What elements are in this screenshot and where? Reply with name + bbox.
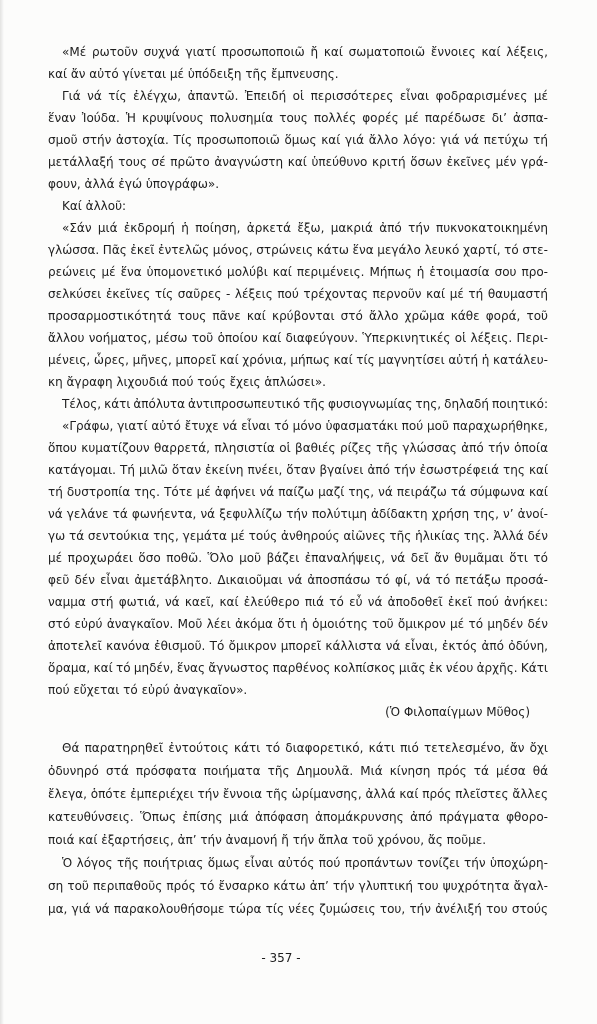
- text-line: ὅπου κυματίζουν θαρρετά, πλησιστία οἱ βαθιές ρίζες τῆς γλώσσας ἀπό τήν ὁποία: [48, 441, 548, 455]
- text-line: φεῦ δέν εἶναι ἀμετάβλητο. Δικαιοῦμαι νά ἀποσπάσω τό φί, νά τό πετάξω προσά-: [48, 573, 548, 587]
- text-line: Καί ἀλλοῦ:: [62, 199, 127, 213]
- text-line: κη ἄγραφη λιχουδιά πού τούς ἔχεις ἁπλώσει».: [48, 375, 326, 389]
- text-line: Γιά νά τίς ἐλέγχω, ἀπαντῶ. Ἐπειδή οἱ περισσότερες εἶναι φοδραρισμένες μέ: [62, 89, 548, 103]
- text-line: καί ἄν αὐτό γίνεται μέ ὑπόδειξη τῆς ἔμπνευσης.: [48, 67, 339, 81]
- body-paragraph: [48, 393, 548, 415]
- text-line: μετάλλαξή τους σέ πρῶτο ἀναγνώστη καί ὑπεύθυνο κριτή ὅσων ἐκεῖνες μέν γρά-: [48, 155, 548, 169]
- quote-paragraph: [48, 41, 548, 85]
- text-line: ὀδυνηρό στά πρόσφατα ποιήματα τῆς Δημουλᾶ. Μιά κίνηση πρός τά μέσα θά: [48, 764, 548, 778]
- text-line: κατάγομαι. Τή μιλῶ ὅταν ἐκείνη πνέει, ὅταν βγαίνει ἀπό τήν ἐσωστρέφειά της καί: [48, 463, 548, 477]
- text-line: ση τοῦ περιπαθοῦς πρός τό ἔνσαρκο κάτω ἀπ’ τήν γλυπτική του ψυχρότητα ἄγαλ-: [48, 879, 548, 893]
- text-line: πού εὔχεται τό εὐρύ ἀναγκαῖον».: [48, 683, 248, 697]
- text-line: τή δυστροπία της. Τότε μέ ἀφήνει νά παίζω μαζί της, νά πειράζω τά σύμφωνα καί: [48, 485, 548, 499]
- text-line: ἄλλου νοήματος, μέσω τοῦ ὁποίου καί διαφεύγουν. Ὑπερκινητικές οἱ λέξεις. Περι-: [48, 331, 548, 345]
- text-line: σμοῦ στήν ἀστοχία. Τίς προσωποποιῶ ὅμως καί γιά ἄλλο λόγο: γιά νά πετύχω τή: [48, 133, 548, 147]
- page-number: - 357 -: [261, 951, 301, 965]
- text-line: ἔλεγα, ὁπότε ἐμπεριέχει τήν ἔννοια τῆς ὡρίμανσης, ἀλλά καί πρός πλεῖστες ἄλλες: [48, 787, 548, 801]
- text-line: Τέλος, κάτι ἀπόλυτα ἀντιπροσωπευτικό τῆς φυσιογνωμίας της, δηλαδή ποιητικό:: [62, 397, 548, 411]
- text-line: μένεις, ὧρες, μῆνες, μπορεῖ καί χρόνια, μήπως καί τίς μαγνητίσει αὐτή ἡ κατάλευ-: [48, 353, 548, 367]
- body-paragraph: [48, 737, 548, 852]
- quote-paragraph: [48, 85, 548, 195]
- text-line: «Γράφω, γιατί αὐτό ἔτυχε νά εἶναι τό μόνο ὑφασματάκι πού μοῦ παραχωρήθηκε,: [62, 419, 548, 433]
- text-line: μέ προχωράει ὅσο ποθῶ. Ὅλο μοῦ βάζει ἐπαναλήψεις, νά δεῖ ἄν θυμᾶμαι ὅτι τό: [48, 551, 548, 565]
- text-column-top: [48, 41, 548, 723]
- text-line: σελκύσει ἐκεῖνες τίς σαῦρες - λέξεις πού τρέχοντας περνοῦν καί μέ τή θαυμαστή: [48, 287, 548, 301]
- text-line: ἀποτελεῖ κανόνα ἐθισμοῦ. Τό ὄμικρον μπορεῖ κάλλιστα νά εἶναι, ἐκτός ἀπό ὀδύνη,: [48, 639, 548, 653]
- text-line: «Μέ ρωτοῦν συχνά γιατί προσωποποιῶ ἤ καί σωματοποιῶ ἔννοιες καί λέξεις,: [62, 45, 548, 59]
- text-line: γλώσσα. Πᾶς ἐκεῖ ἐντελῶς μόνος, στρώνεις κάτω ἕνα μεγάλο λευκό χαρτί, τό στε-: [48, 243, 549, 257]
- text-line: ἕναν Ἰούδα. Ἡ κρυψίνους πολυσημία τους πολλές φορές μέ παρέδωσε δι’ ἀσπα-: [48, 111, 548, 125]
- text-line: προσαρμοστικότητά τους πᾶνε καί κρύβονται στό ἄλλο χρῶμα κάθε φορά, τοῦ: [48, 309, 548, 323]
- text-line: ναμμα στή φωτιά, νά καεῖ, καί ἐλεύθερο πιά τό εὖ νά ἀποδοθεῖ ἐκεῖ πού ἀνήκει:: [48, 595, 548, 609]
- text-line: Θά παρατηρηθεῖ ἐντούτοις κάτι τό διαφορετικό, κάτι πιό τετελεσμένο, ἄν ὄχι: [62, 741, 548, 755]
- body-paragraph: [48, 195, 548, 217]
- text-line: κατευθύνσεις. Ὅπως ἐπίσης μιά ἀπόφαση ἀπομάκρυνσης ἀπό πράγματα φθορο-: [48, 810, 548, 824]
- text-line: μα, γιά νά παρακολουθήσομε τώρα τίς νέες ζυμώσεις του, τήν ἀνέλιξή του στούς: [48, 902, 548, 916]
- text-line: ὅραμα, καί τό μηδέν, ἕνας ἄγνωστος παρθένος κολπίσκος μιᾶς ἐκ νέου ἀρχῆς. Κάτι: [48, 661, 548, 675]
- quote-paragraph: [48, 415, 548, 701]
- body-paragraph: [48, 852, 548, 921]
- text-line: νά γελάνε τά φωνήεντα, νά ξεφυλλίζω τήν πολύτιμη ἀδίδακτη χρήση της, ν’ ἀνοί-: [48, 507, 548, 521]
- text-line: ρεώνεις μέ ἕνα ὑπομονετικό μολύβι καί περιμένεις. Μήπως ἡ ἑτοιμασία σου προ-: [48, 265, 548, 279]
- text-line: ποιά καί ἐξαρτήσεις, ἀπ’ τήν ἀναμονή ἤ τήν ἄπλα τοῦ χρόνου, ἄς ποῦμε.: [48, 833, 487, 847]
- text-line: γω τά σεντούκια της, γεμάτα μέ τούς ἀνθηρούς αἰῶνες τῆς ἡλικίας της. Ἀλλά δέν: [48, 529, 548, 543]
- quote-attribution: (Ὁ Φιλοπαίγμων Μῦθος): [385, 705, 530, 719]
- text-line: «Σάν μιά ἐκδρομή ἡ ποίηση, ἀρκετά ἔξω, μακριά ἀπό τήν πυκνοκατοικημένη: [62, 221, 548, 235]
- text-line: Ὁ λόγος τῆς ποιήτριας ὅμως εἶναι αὐτός πού προπάντων τονίζει τήν ὑποχώρη-: [62, 856, 548, 870]
- text-column-bottom: [48, 737, 548, 921]
- text-line: στό εὐρύ ἀναγκαῖον. Μοῦ λέει ἀκόμα ὅτι ἡ ὁμοιότης τοῦ ὄμικρον μέ τό μηδέν δέν: [48, 617, 548, 631]
- text-line: φουν, ἀλλά ἐγώ ὑπογράφω».: [48, 177, 220, 191]
- scan-edge-shadow: [0, 0, 4, 1024]
- quote-paragraph: [48, 217, 548, 393]
